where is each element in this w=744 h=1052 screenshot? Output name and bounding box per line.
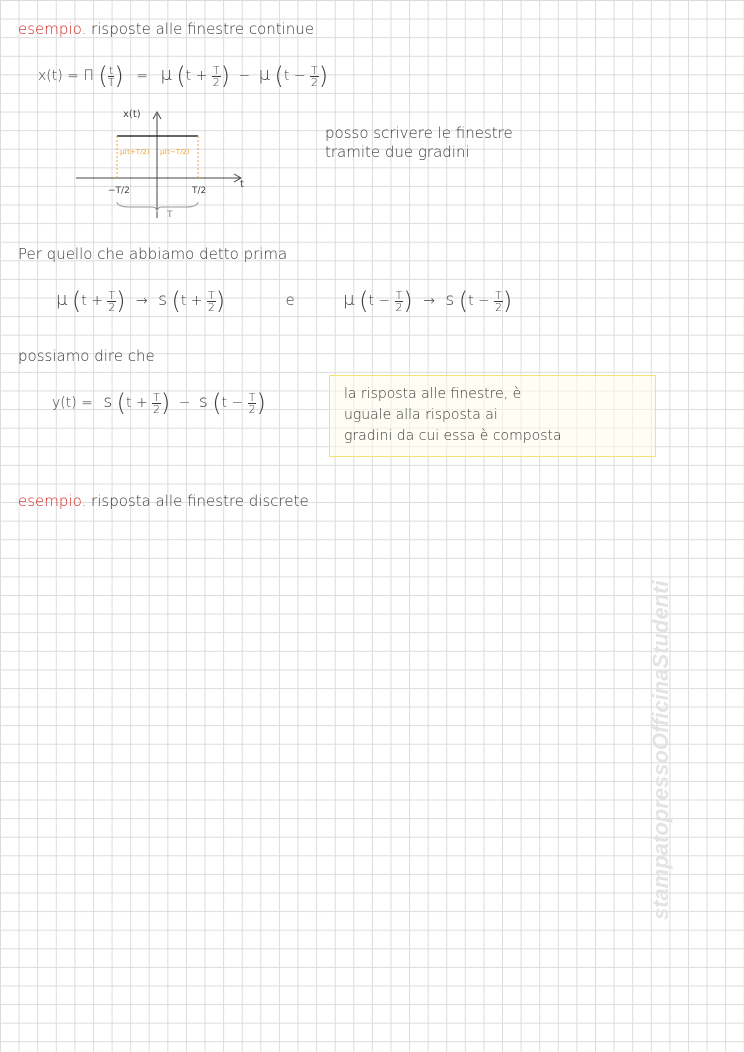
note2-line1: la risposta alle finestre, è [344, 386, 522, 402]
eq3-plus: t + [126, 395, 148, 411]
width-label: T [167, 210, 173, 220]
equation-step-responses: μ (t + $\frac{T}{2}$ ) → s (t + $\frac{T}{2}$ ) e μ (t − $\frac{T}{2}$ ) → s (t − $\frac{T}{2}$ ) [56, 287, 513, 315]
eq3-lhs: y(t) = [52, 395, 93, 411]
eq2-plus-1: t + [81, 293, 103, 309]
eq1-mu-2: μ [258, 64, 271, 85]
note1-line2: tramite due gradini [325, 143, 470, 161]
note2-line3: gradini da cui essa è composta [344, 428, 562, 444]
eq1-minus-sign: − [238, 68, 251, 84]
eq1-minus: t − [283, 68, 306, 84]
eq1-lhs: x(t) = Π [38, 68, 94, 84]
eq2-and: e [285, 291, 295, 309]
tick-left: −T/2 [108, 186, 130, 196]
eq1-arg: $\frac{t}{T}$ [107, 63, 115, 89]
section2-intro: Per quello che abbiamo detto prima [18, 245, 288, 263]
watermark: stampatopressoOfficinaStudenti [648, 580, 673, 920]
eq3-minus: t − [221, 395, 244, 411]
highlighted-note-box [329, 375, 656, 457]
example-label: esempio. [18, 20, 87, 38]
eq2-minus-2: t − [468, 293, 490, 309]
note-window-as-steps [325, 124, 513, 162]
example-heading-2 [18, 492, 309, 510]
equation-rect-definition: x(t) = Π ( $\frac{t}{T}$ ) = μ (t + $\frac{T}{2}$ ) − μ (t − $\frac{T}{2}$ ) [38, 62, 329, 90]
x-axis-label: t [240, 179, 244, 190]
eq2-minus-1: t − [368, 293, 391, 309]
eq2-mu-2: μ [343, 289, 355, 310]
eq3-minus-sign: − [178, 395, 191, 411]
step-right-label: μ(t−T/2) [160, 148, 190, 156]
example-heading-1 [18, 20, 314, 38]
step-left-label: μ(t+T/2) [120, 148, 150, 156]
eq1-plus: t + [185, 68, 208, 84]
eq2-arrow-1: → [135, 293, 148, 309]
note2-line2: uguale alla risposta ai [344, 407, 498, 423]
example-title: risposte alle finestre continue [91, 20, 315, 38]
eq2-arrow-2: → [423, 293, 435, 309]
eq2-plus-2: t + [180, 293, 203, 309]
example2-label: esempio. [18, 492, 87, 510]
eq2-s-1: s [158, 290, 168, 310]
eq1-equals: = [136, 68, 148, 84]
eq3-s-1: s [103, 392, 113, 412]
example2-title: risposta alle finestre discrete [91, 492, 309, 510]
section3-intro: possiamo dire che [18, 347, 155, 365]
eq2-mu-1: μ [56, 289, 68, 310]
y-axis-label: x(t) [123, 109, 141, 120]
eq2-s-2: s [445, 290, 455, 310]
eq3-s-2: s [198, 392, 208, 412]
note1-line1: posso scrivere le finestre [325, 124, 513, 142]
eq1-mu-1: μ [160, 64, 172, 85]
tick-right: T/2 [192, 186, 207, 196]
equation-window-response: y(t) = s (t + $\frac{T}{2}$ ) − s (t − $\frac{T}{2}$ ) [52, 389, 266, 417]
